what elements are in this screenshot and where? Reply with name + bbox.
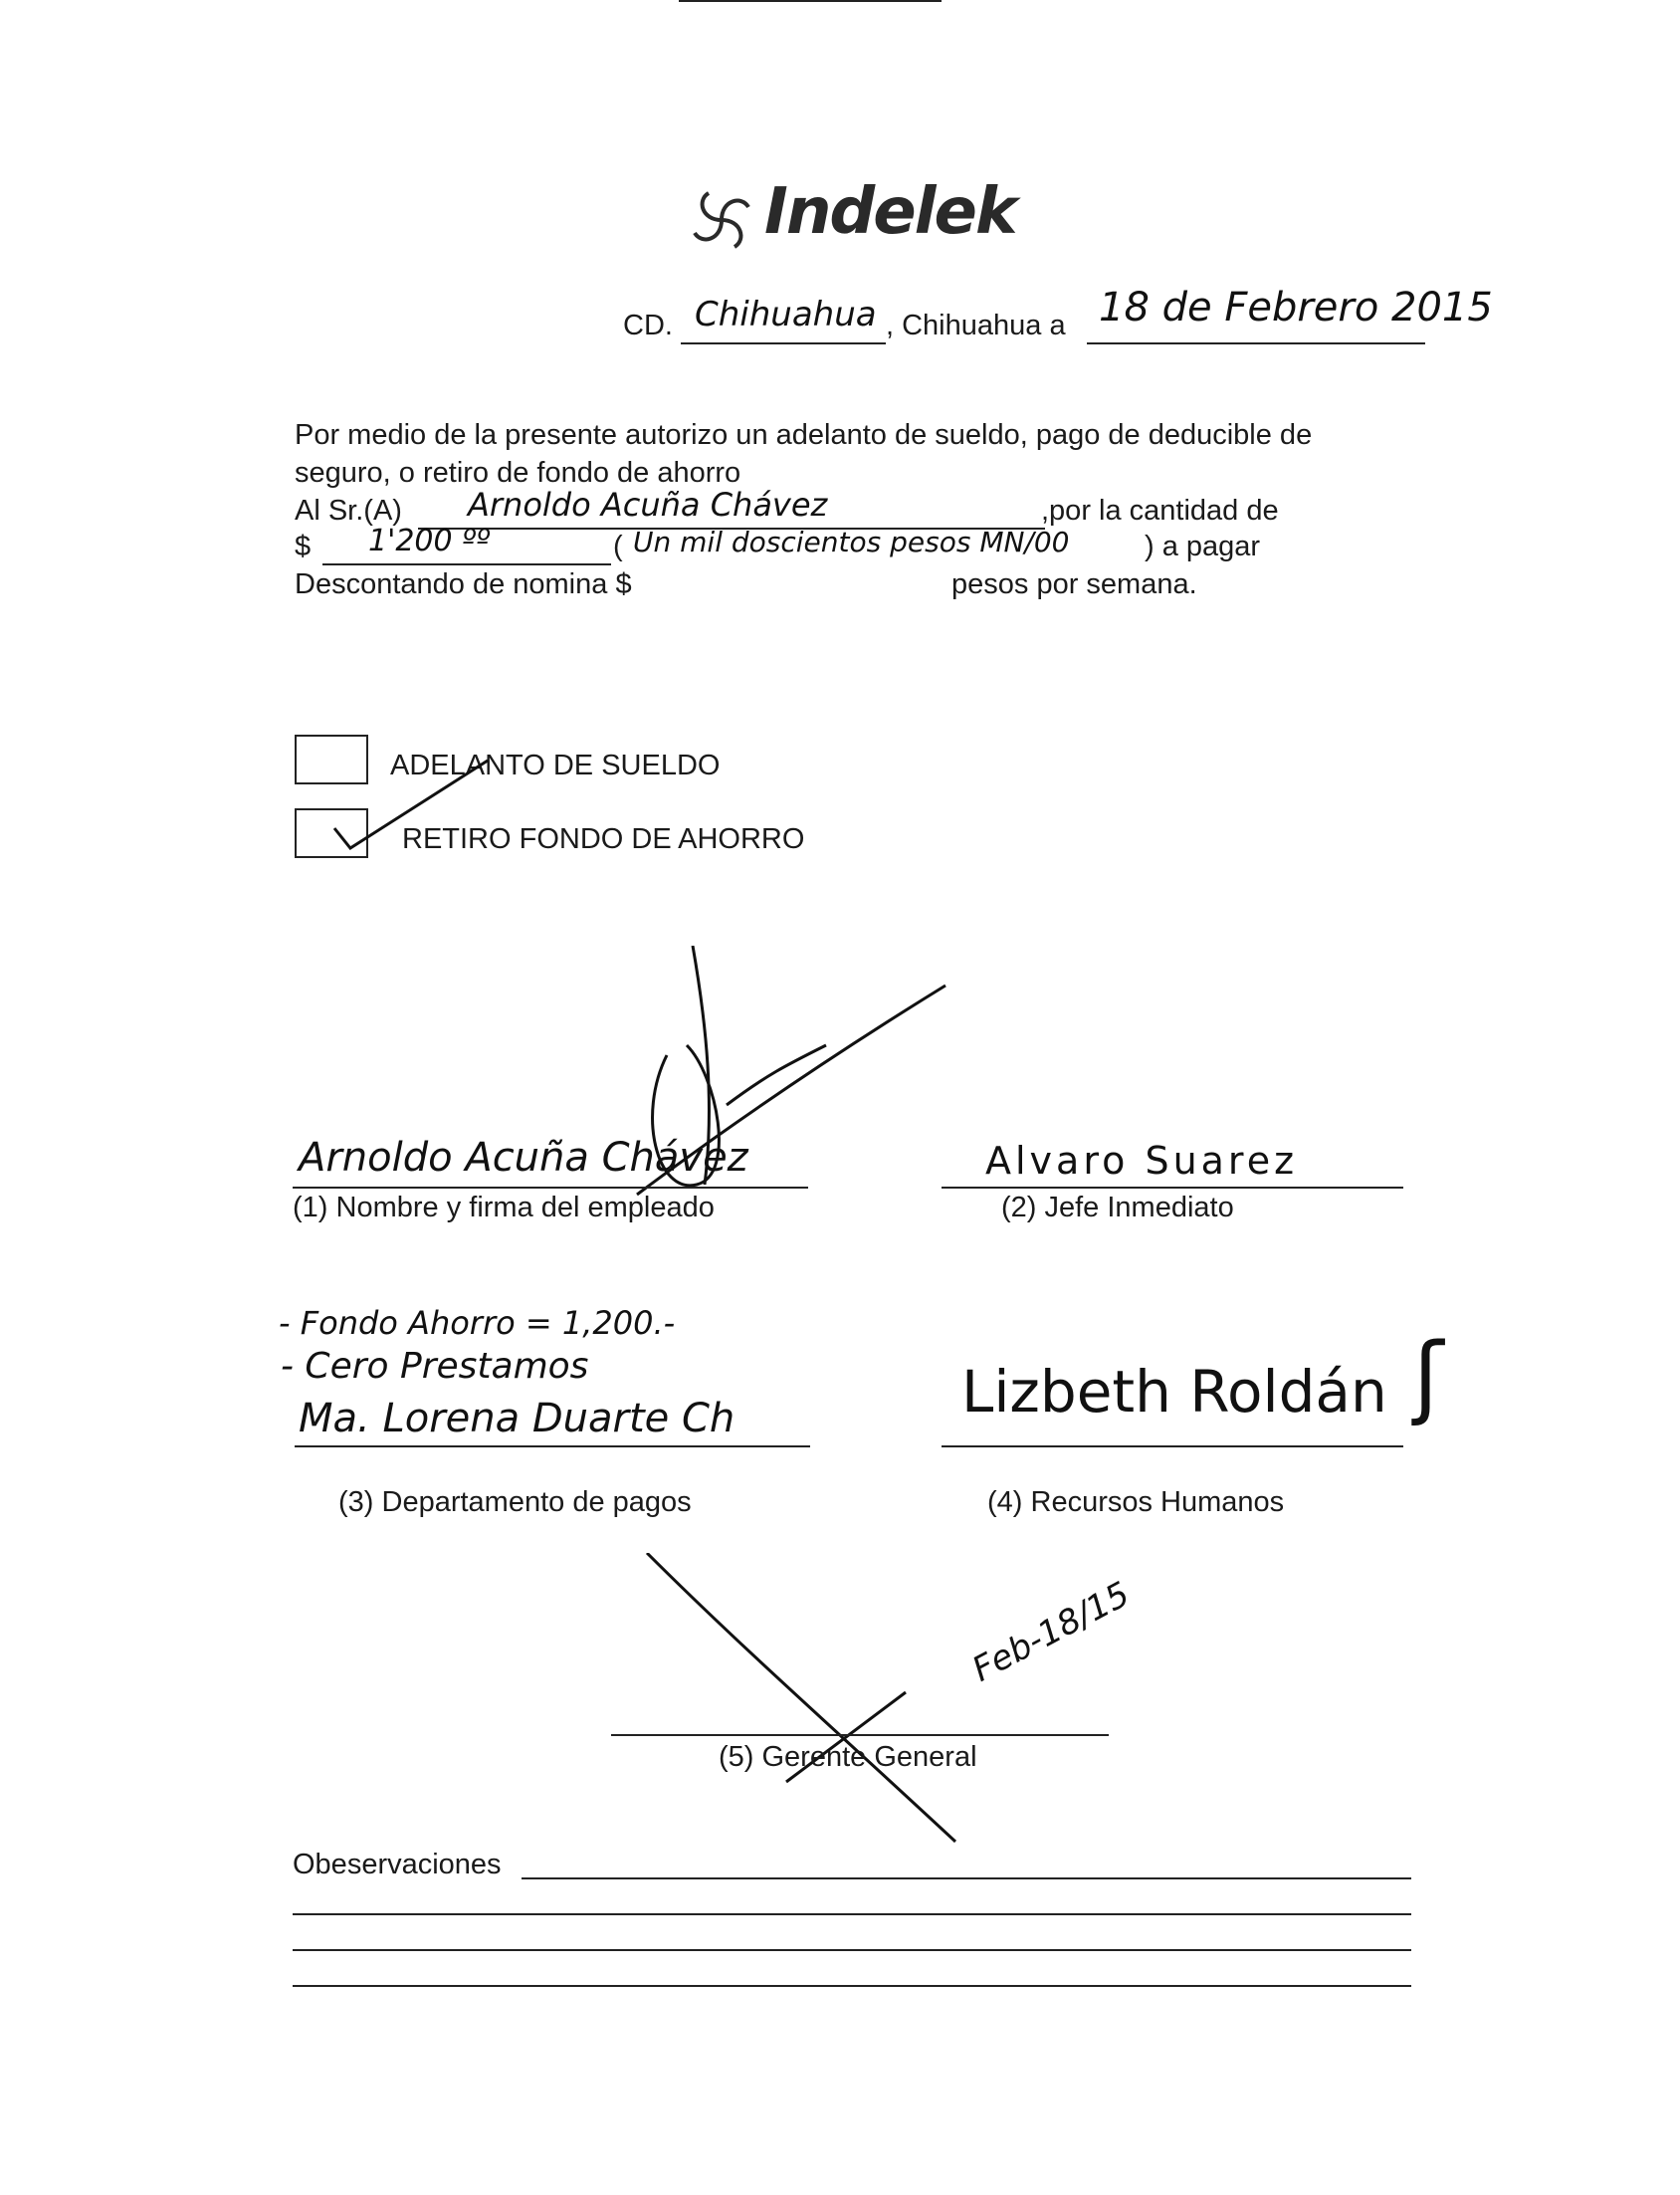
observations-line-2[interactable]	[293, 1913, 1411, 1915]
currency-sign: $	[295, 531, 312, 562]
payments-signature-label: (3) Departamento de pagos	[338, 1486, 692, 1518]
manager-signature-label: (5) Gerente General	[719, 1741, 977, 1773]
hr-signature-label: (4) Recursos Humanos	[987, 1486, 1285, 1518]
swirl-logo-icon	[687, 185, 756, 255]
check-mark-icon	[328, 757, 498, 856]
boss-signature-label: (2) Jefe Inmediato	[1001, 1192, 1234, 1223]
observations-line-3[interactable]	[293, 1949, 1411, 1951]
hr-signature: Lizbeth Roldán	[961, 1358, 1387, 1426]
amount-words-value: Un mil doscientos pesos MN/00	[633, 526, 1070, 558]
city-value: Chihuahua	[695, 295, 877, 334]
employee-signature: Arnoldo Acuña Chávez	[299, 1135, 748, 1181]
amount-words-open: (	[613, 531, 623, 562]
observations-label: Obeservaciones	[293, 1849, 502, 1880]
hr-signature-flourish-icon: ʃ	[1413, 1324, 1444, 1428]
manager-cross-icon	[637, 1553, 975, 1852]
option-label-retiro: RETIRO FONDO DE AHORRO	[402, 823, 805, 855]
payments-note-2: - Cero Prestamos	[281, 1346, 589, 1387]
state-text: , Chihuahua a	[886, 310, 1066, 341]
payments-note-1: - Fondo Ahorro = 1,200.-	[279, 1304, 676, 1342]
company-logo	[687, 177, 1045, 267]
body-line-1: Por medio de la presente autorizo un adelanto de sueldo, pago de deducible de	[295, 419, 1313, 451]
discount-label: Descontando de nomina $	[295, 568, 632, 600]
employee-signature-label: (1) Nombre y firma del empleado	[293, 1192, 715, 1223]
observations-line-1[interactable]	[522, 1877, 1411, 1879]
employee-name-value: Arnoldo Acuña Chávez	[468, 486, 828, 524]
option-label-adelanto: ADELANTO DE SUELDO	[390, 750, 721, 781]
body-line-2: seguro, o retiro de fondo de ahorro	[295, 457, 741, 489]
city-prefix: CD.	[623, 310, 673, 341]
name-label: Al Sr.(A)	[295, 495, 402, 527]
boss-signature: Alvaro Suarez	[985, 1139, 1299, 1183]
amount-words-close: ) a pagar	[1145, 531, 1261, 562]
date-value: 18 de Febrero 2015	[1099, 285, 1493, 330]
amount-suffix: ,por la cantidad de	[1041, 495, 1279, 527]
discount-suffix: pesos por semana.	[951, 568, 1197, 600]
payments-signature: Ma. Lorena Duarte Ch	[299, 1396, 735, 1441]
observations-line-4[interactable]	[293, 1985, 1411, 1987]
manager-date-signature: Feb-18/15	[965, 1574, 1137, 1690]
amount-value: 1'200 ºº	[368, 524, 491, 558]
logo-text: Indelek	[764, 175, 1016, 249]
